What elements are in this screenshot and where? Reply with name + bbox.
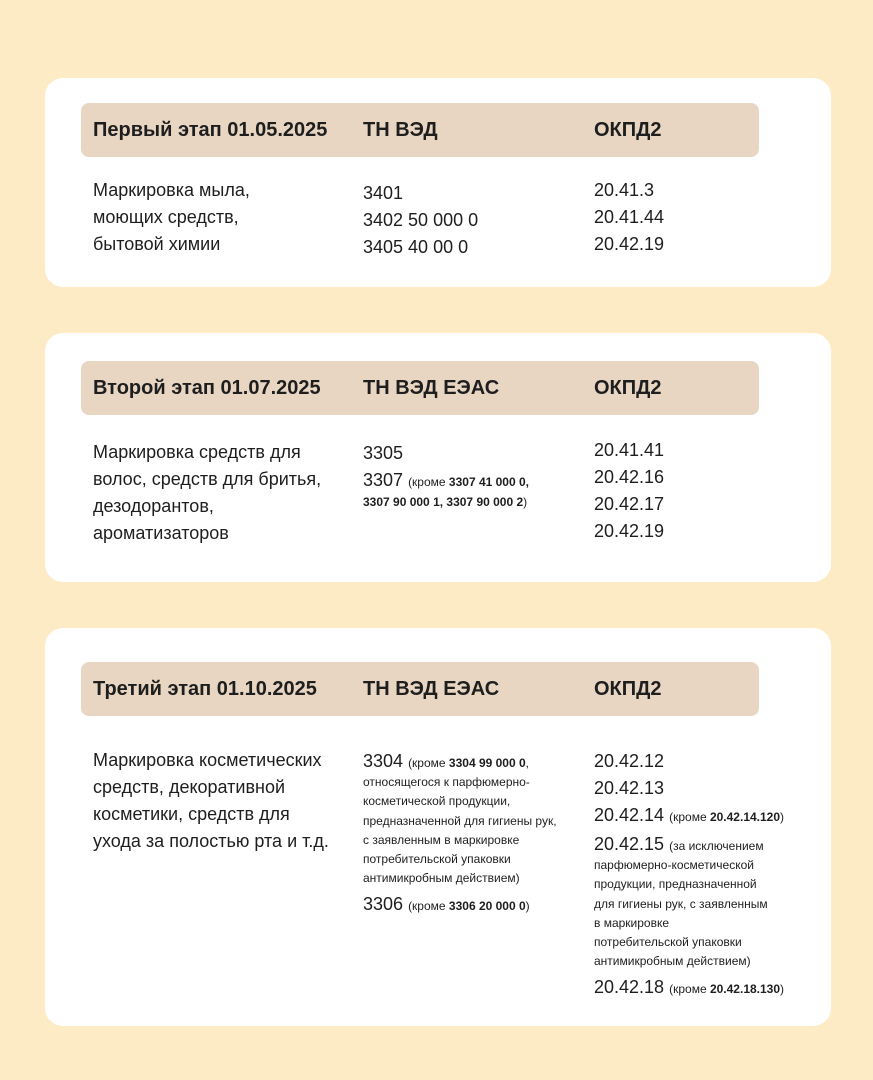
stage-header [81, 361, 759, 415]
stage-description: Маркировка мыла, моющих средств, бытовой химии [93, 180, 250, 254]
okpd-code-with-exceptions: 20.42.18 (кроме 20.42.18.130) [594, 976, 785, 997]
stage-card-3 [45, 628, 831, 1026]
stage-description: Маркировка косметических средств, декоративной косметики, средств для ухода за полостью рта и т.д. [93, 750, 329, 851]
tnved-code-with-exceptions: 3306 (кроме 3306 20 000 0) [363, 893, 530, 914]
okpd-code: 20.41.3 [594, 180, 655, 200]
okpd-code: 20.42.13 [594, 778, 665, 798]
stage-card-1 [45, 78, 831, 287]
okpd-exception-note: парфюмерно-косметической продукции, предназначенной для гигиены рук, с заявленным в маркировке потребительской упаковки антимикробным действием) [594, 858, 768, 969]
stage-title: Второй этап 01.07.2025 [93, 377, 321, 399]
okpd-code: 20.41.44 [594, 207, 665, 227]
okpd-codes [594, 437, 824, 545]
okpd-code: 20.42.19 [594, 234, 665, 254]
tnved-codes [363, 748, 588, 920]
stage-header [81, 662, 759, 716]
tnved-column-header: ТН ВЭД ЕЭАС [363, 377, 500, 399]
okpd-codes [594, 748, 824, 1003]
tnved-column-header: ТН ВЭД ЕЭАС [363, 678, 500, 700]
okpd-column-header: ОКПД2 [594, 119, 662, 141]
tnved-code: 3305 [363, 443, 404, 463]
tnved-code: 3401 [363, 183, 404, 203]
tnved-column-header: ТН ВЭД [363, 119, 438, 141]
tnved-code: 3405 40 00 0 [363, 237, 469, 257]
okpd-code: 20.42.17 [594, 494, 665, 514]
okpd-code-with-exceptions: 20.42.14 (кроме 20.42.14.120) [594, 805, 785, 825]
stage-title: Третий этап 01.10.2025 [93, 678, 317, 700]
okpd-code: 20.42.19 [594, 521, 665, 541]
tnved-exception-note: относящегося к парфюмерно- косметической продукции, предназначенной для гигиены рук, с заявленным в маркировке потребительской упаковки антимикробным действием) [363, 775, 557, 886]
stage-card-2 [45, 333, 831, 582]
okpd-code: 20.42.16 [594, 467, 665, 487]
okpd-code: 20.41.41 [594, 440, 665, 460]
okpd-codes [594, 177, 824, 258]
tnved-code-with-exceptions: 3307 (кроме 3307 41 000 0, [363, 470, 529, 490]
okpd-code-with-exceptions: 20.42.15 (за исключением [594, 834, 764, 854]
okpd-code: 20.42.12 [594, 751, 665, 771]
okpd-column-header: ОКПД2 [594, 678, 662, 700]
stage-title: Первый этап 01.05.2025 [93, 119, 328, 141]
tnved-exception-line: 3307 90 000 1, 3307 90 000 2) [363, 495, 528, 509]
tnved-codes [363, 180, 588, 261]
stage-header [81, 103, 759, 157]
tnved-codes [363, 440, 588, 512]
stage-description: Маркировка средств для волос, средств для бритья, дезодорантов, ароматизаторов [93, 442, 322, 543]
tnved-code-with-exceptions: 3304 (кроме 3304 99 000 0, [363, 751, 530, 771]
okpd-column-header: ОКПД2 [594, 377, 662, 399]
tnved-code: 3402 50 000 0 [363, 210, 479, 230]
